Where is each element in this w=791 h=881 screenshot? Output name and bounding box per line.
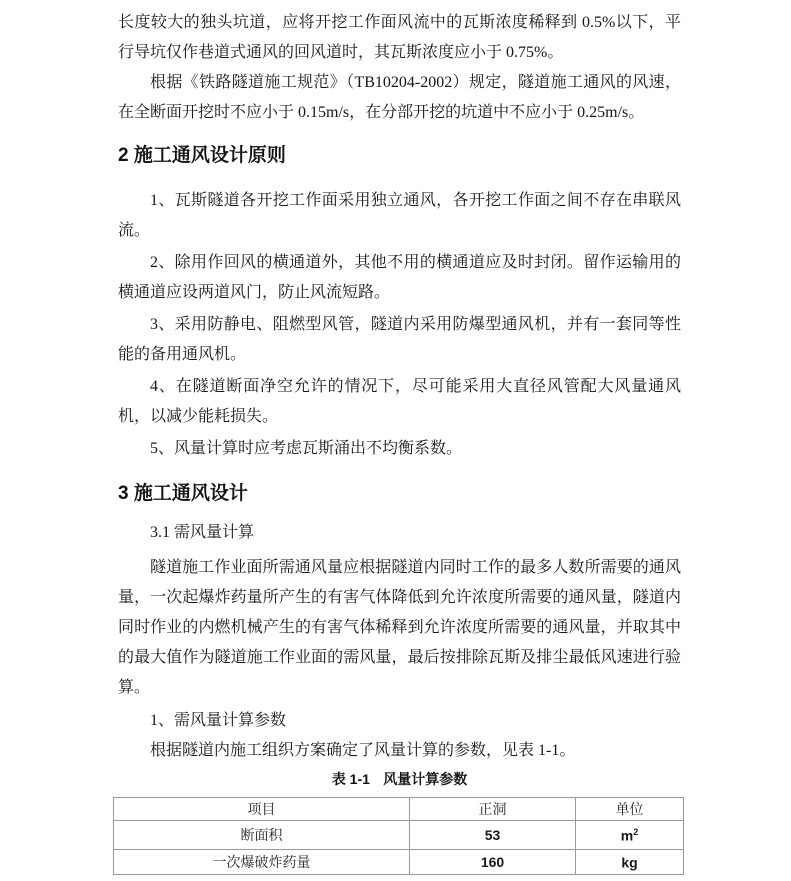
principle-item-5: 5、风量计算时应考虑瓦斯涌出不均衡系数。 bbox=[150, 440, 463, 457]
table-caption-number: 表 1-1 bbox=[331, 771, 370, 787]
table-row-cross-section bbox=[114, 821, 684, 850]
table-caption-title: 风量计算参数 bbox=[383, 771, 468, 787]
param-list-item: 1、需风量计算参数 bbox=[150, 712, 287, 729]
air-volume-params-table bbox=[113, 797, 684, 875]
cell-unit-explosive-charge: kg bbox=[576, 850, 684, 875]
cell-item-cross-section: 断面积 bbox=[114, 821, 410, 850]
principle-item-3: 3、采用防静电、阻燃型风管，隧道内采用防爆型通风机，并有一套同等性能的备用通风机。 bbox=[118, 316, 681, 363]
table-caption bbox=[118, 768, 681, 790]
col-header-item: 项目 bbox=[114, 798, 410, 821]
param-ref-paragraph: 根据隧道内施工组织方案确定了风量计算的参数，见表 1-1。 bbox=[150, 742, 576, 759]
cell-unit-cross-section: $m^2$ bbox=[576, 821, 684, 850]
col-header-main-tunnel: 正洞 bbox=[410, 798, 576, 821]
table-row-explosive-charge bbox=[114, 850, 684, 875]
cell-value-explosive-charge: 160 bbox=[410, 850, 576, 875]
regulation-paragraph: 根据《铁路隧道施工规范》（TB10204-2002）规定，隧道施工通风的风速，在全断面开挖时不应小于 0.15m/s，在分部开挖的坑道中不应小于 0.25m/s。 bbox=[118, 74, 681, 121]
section-2-principles-list bbox=[118, 186, 681, 464]
continuation-paragraph: 长度较大的独头坑道，应将开挖工作面风流中的瓦斯浓度稀释到 0.5%以下，平行导坑仅作巷道式通风的回风道时，其瓦斯浓度应小于 0.75%。 bbox=[118, 14, 681, 61]
cell-value-cross-section: 53 bbox=[410, 821, 576, 850]
section-2-heading: 2 施工通风设计原则 bbox=[118, 145, 286, 166]
col-header-unit: 单位 bbox=[576, 798, 684, 821]
section-3-heading: 3 施工通风设计 bbox=[118, 483, 248, 504]
table-header-row bbox=[114, 798, 684, 821]
principle-item-4: 4、在隧道断面净空允许的情况下，尽可能采用大直径风管配大风量通风机，以减少能耗损失。 bbox=[118, 378, 681, 425]
air-requirement-paragraph: 隧道施工作业面所需通风量应根据隧道内同时工作的最多人数所需要的通风量，一次起爆炸药量所产生的有害气体降低到允许浓度所需要的通风量，隧道内同时作业的内燃机械产生的有害气体稀释到允许浓度所需要的通风量，并取其中的最大值作为隧道施工作业面的需风量，最后按排除瓦斯及排尘最低风速进行验算。 bbox=[118, 559, 681, 696]
cell-item-explosive-charge: 一次爆破炸药量 bbox=[114, 850, 410, 875]
principle-item-2: 2、除用作回风的横通道外，其他不用的横通道应及时封闭。留作运输用的横通道应设两道风门，防止风流短路。 bbox=[118, 254, 681, 301]
principle-item-1: 1、瓦斯隧道各开挖工作面采用独立通风，各开挖工作面之间不存在串联风流。 bbox=[118, 192, 681, 239]
subsection-3-1-heading: 3.1 需风量计算 bbox=[150, 524, 255, 541]
